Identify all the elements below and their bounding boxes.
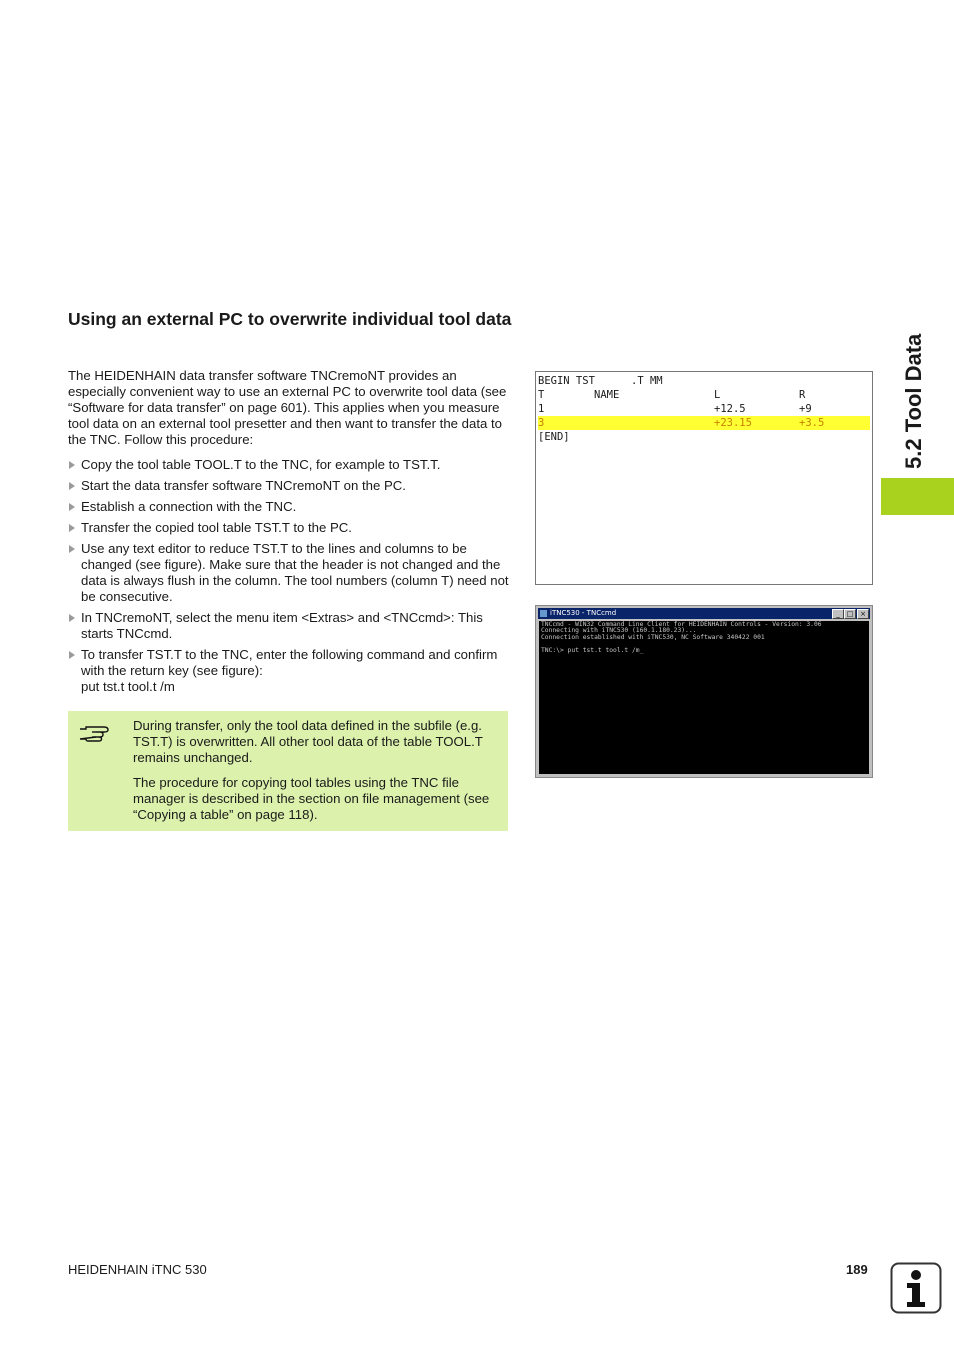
footer-product: HEIDENHAIN iTNC 530 [68,1262,207,1277]
note-paragraph-2: The procedure for copying tool tables using the TNC file manager is described in the section on file management (see “Copying a table” on page 118). [133,775,490,822]
window-titlebar: iTNC530 - TNCcmd _ □ × [538,608,870,619]
table-end-row: [END] [538,431,570,443]
step-item: To transfer TST.T to the TNC, enter the following command and confirm with the return key (see figure): put tst.t tool.t /m [68,647,510,695]
step-item: Copy the tool table TOOL.T to the TNC, for example to TST.T. [68,457,510,473]
console-line: Connecting with iTNC530 (160.1.180.23)... [541,627,697,635]
chapter-color-tab [881,478,954,515]
table-row-highlighted: 3 +23.15 +3.5 [538,416,870,430]
procedure-steps [68,457,510,700]
intro-paragraph: The HEIDENHAIN data transfer software TNCremoNT provides an especially convenient way to use an external PC to overwrite tool data (see “Software for data transfer” on page 601). This applies when you measure tool data on an external tool presetter and then want to transfer the data to the TNC. Follow this procedure: [68,368,507,447]
arrow-icon [69,545,75,553]
console-output[interactable] [539,621,869,774]
section-heading: Using an external PC to overwrite individual tool data [68,309,512,329]
table-row: 1 +12.5 +9 [538,403,812,415]
tool-table-screenshot [535,371,873,585]
arrow-icon [69,461,75,469]
tnccmd-window-screenshot [535,605,873,778]
step-item: Start the data transfer software TNCremoNT on the PC. [68,478,510,494]
arrow-icon [69,651,75,659]
note-box [68,711,508,831]
svg-text:5.2 Tool Data: 5.2 Tool Data [901,333,926,469]
step-item: Establish a connection with the TNC. [68,499,510,515]
step-item: Use any text editor to reduce TST.T to the lines and columns to be changed (see figure). Make sure that the header is not changed and the data is always flush in the column. The tool numbers (column T) need not be consecutive. [68,541,510,605]
pointing-hand-icon [78,721,112,745]
step-item: In TNCremoNT, select the menu item <Extras> and <TNCcmd>: This starts TNCcmd. [68,610,510,642]
console-prompt-line: TNC:\> put tst.t tool.t /m_ [541,646,644,654]
close-button[interactable]: × [857,609,869,619]
console-line: TNCcmd - WIN32 Command Line Client for HEIDENHAIN Controls - Version: 3.06 [541,621,822,628]
page-number: 189 [846,1262,868,1277]
info-icon [890,1262,942,1314]
arrow-icon [69,482,75,490]
table-begin-row: BEGIN TST .T MM [538,375,663,387]
console-line: Connection established with iTNC530, NC Software 340422 001 [541,633,765,641]
step-item: Transfer the copied tool table TST.T to the PC. [68,520,510,536]
table-header-row: T NAME L R [538,389,806,401]
minimize-button[interactable]: _ [832,609,844,619]
chapter-side-label [888,312,938,472]
arrow-icon [69,614,75,622]
maximize-button[interactable]: □ [844,609,856,619]
arrow-icon [69,503,75,511]
window-app-icon [540,610,547,617]
note-paragraph-1: During transfer, only the tool data defined in the subfile (e.g. TST.T) is overwritten. All other tool data of the table TOOL.T remains unchanged. [133,718,483,765]
arrow-icon [69,524,75,532]
